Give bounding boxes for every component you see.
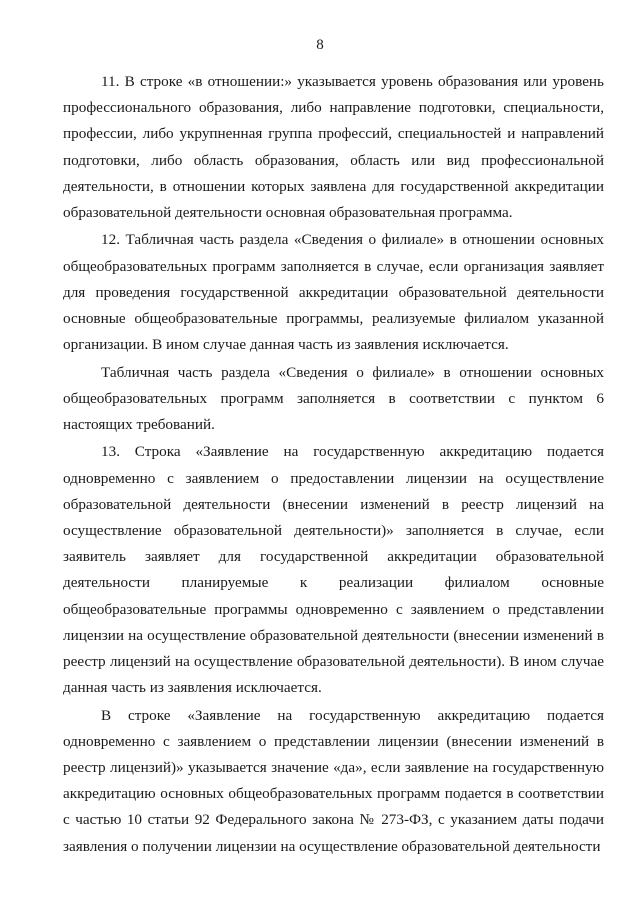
paragraph-13-continuation: В строке «Заявление на государственную аккредитацию подается одновременно с заявлением о представлении лицензии (внесении изменений в реестр лицензий)» указывается значение «да», если заявление на государственную аккредитацию основных общеобразовательных программ подается в соответствии с частью 10 статьи 92 Федерального закона № 273-ФЗ, с указанием даты подачи заявления о получении лицензии на осуществление образовательной деятельности bbox=[63, 706, 604, 855]
paragraph-11: 11. В строке «в отношении:» указывается уровень образования или уровень профессионального образования, либо направление подготовки, специальности, профессии, либо укрупненная группа профессий, специальностей и направлений подготовки, либо область образования, область или вид профессиональной деятельности, в отношении которых заявлена для государственной аккредитации образовательной деятельности основная образовательная программа. bbox=[63, 73, 604, 222]
document-body bbox=[63, 69, 604, 861]
paragraph-12: 12. Табличная часть раздела «Сведения о филиале» в отношении основных общеобразовательных программ заполняется в случае, если организация заявляет для проведения государственной аккредитации образовательной деятельности основные общеобразовательные программы, реализуемые филиалом указанной организации. В ином случае данная часть из заявления исключается. bbox=[63, 231, 604, 354]
paragraph-13: 13. Строка «Заявление на государственную аккредитацию подается одновременно с заявлением о предоставлении лицензии на осуществление образовательной деятельности (внесении изменений в реестр лицензий на осуществление образовательной деятельности)» заполняется в случае, если заявитель заявляет для государственной аккредитации образовательной деятельности планируемые к реализации филиалом основные общеобразовательные программы одновременно с заявлением о представлении лицензии на осуществление образовательной деятельности (внесении изменений в реестр лицензий на осуществление образовательной деятельности). В ином случае данная часть из заявления исключается. bbox=[63, 443, 604, 697]
page-number: 8 bbox=[316, 37, 324, 53]
paragraph-12-continuation: Табличная часть раздела «Сведения о филиале» в отношении основных общеобразовательных программ заполняется в соответствии с пунктом 6 настоящих требований. bbox=[63, 363, 604, 434]
